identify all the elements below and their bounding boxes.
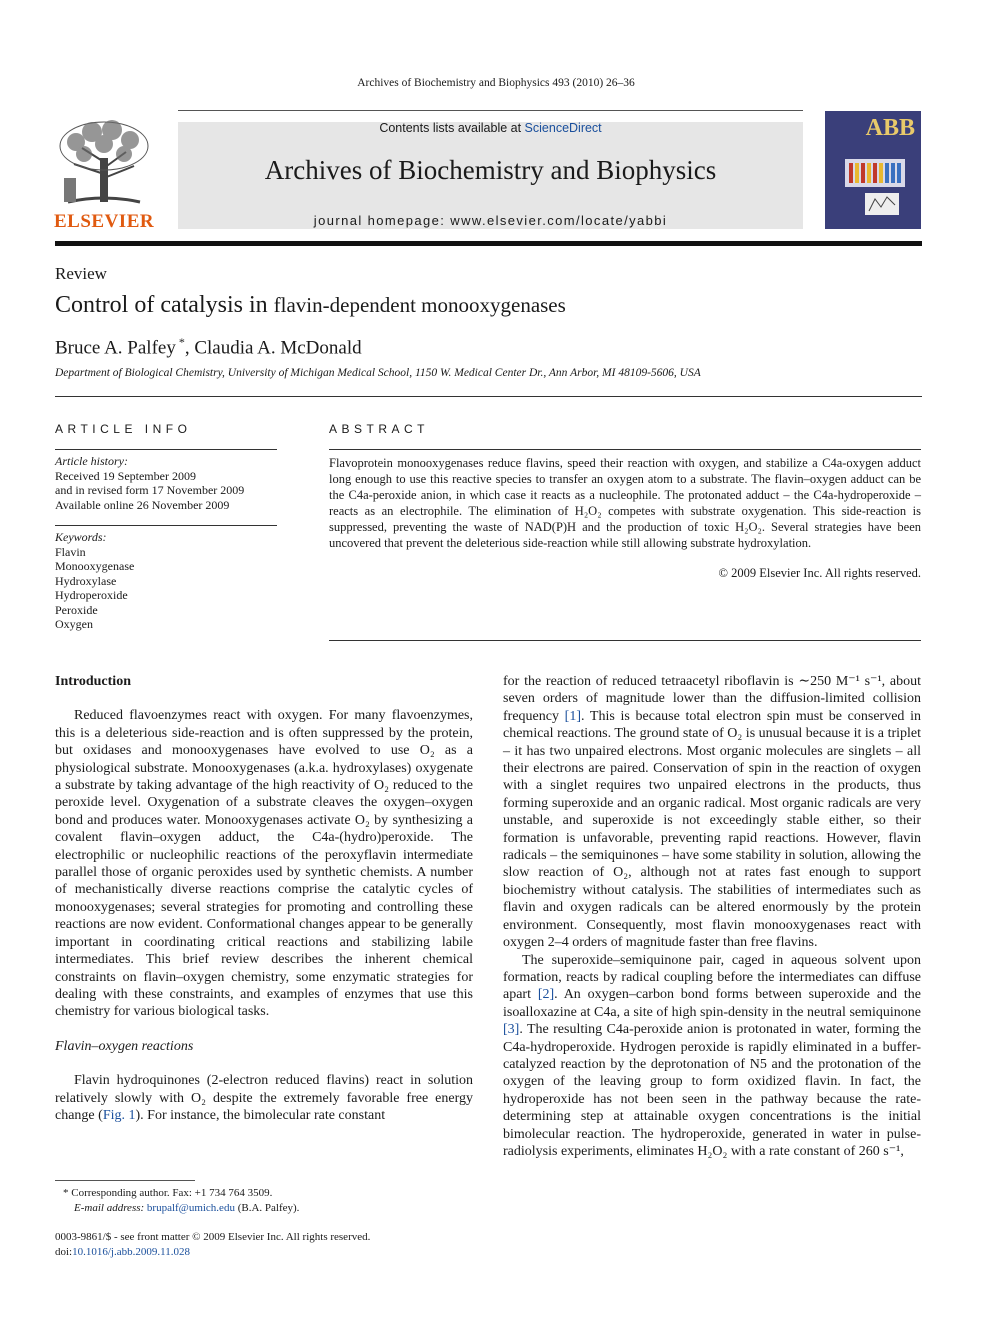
title-main: Control of catalysis in xyxy=(55,292,274,318)
introduction-heading: Introduction xyxy=(55,674,131,689)
keywords-block xyxy=(55,530,277,632)
keywords-rule xyxy=(55,525,277,526)
corresponding-author-note xyxy=(63,1186,473,1201)
sciencedirect-link[interactable]: ScienceDirect xyxy=(524,121,602,135)
header-thick-rule xyxy=(55,241,922,246)
abstract-rule xyxy=(329,449,921,450)
doi-line xyxy=(55,1245,555,1260)
issn-line: 0003-9861/$ - see front matter © 2009 Elsevier Inc. All rights reserved. xyxy=(55,1231,371,1243)
left-column xyxy=(55,673,473,1124)
elsevier-tree-logo xyxy=(54,118,154,226)
doi-link[interactable]: 10.1016/j.abb.2009.11.028 xyxy=(72,1245,190,1258)
ref-2-link[interactable]: [2] xyxy=(537,987,555,1003)
email-note xyxy=(63,1201,473,1216)
title-rest: flavin-dependent monooxygenases xyxy=(273,293,566,317)
article-title xyxy=(55,292,566,319)
right-column xyxy=(503,673,921,1160)
para-text: . The resulting C4a-peroxide anion is protonated in water, forming the C4a-hydroperoxide. Hydrogen peroxide is rapidly eliminated in a buffer-catalyzed reaction by the deprotonation of N5 and the protonation of the oxygen of the leaving group to form oxidized flavin. In fact, the hydroperoxide has not been seen in the pathway because the rate-determining step at attainable oxygen concentrations is the initial bimolecular reaction. The hydroperoxide, generated in water in pulse-radiolysis experiments, eliminates H₂O₂ with a rate constant of 260 s⁻¹, xyxy=(503,1022,921,1159)
journal-cover-thumbnail xyxy=(825,111,921,229)
ref-1-link[interactable]: [1] xyxy=(564,708,581,724)
keyword: Monooxygenase xyxy=(55,559,135,573)
keyword: Flavin xyxy=(55,544,86,559)
contents-prefix: Contents lists available at xyxy=(379,121,525,135)
contents-line xyxy=(178,121,803,135)
received-date: Received 19 September 2009 xyxy=(55,468,196,483)
page-footer xyxy=(55,1230,555,1259)
footnote xyxy=(63,1186,473,1215)
online-date: Available online 26 November 2009 xyxy=(55,497,230,512)
email-suffix: (B.A. Palfey). xyxy=(234,1201,300,1214)
author-separator: , xyxy=(184,337,195,359)
abstract-heading: ABSTRACT xyxy=(329,422,430,436)
para-text: for the reaction of reduced tetraacetyl riboflavin is ∼250 M⁻¹ s⁻¹, about seven orders of magnitude lower than the diffusion-limited collision frequency xyxy=(503,674,921,724)
article-info-heading: ARTICLE INFO xyxy=(55,422,192,436)
spin-paragraph xyxy=(503,673,921,952)
article-history xyxy=(55,454,277,512)
para-text: . An oxygen–carbon bond forms between superoxide and the isoalloxazine at C4a, a site of high spin-density in the neutral semiquinone xyxy=(503,987,921,1020)
keywords-label: Keywords: xyxy=(55,530,107,544)
revised-date: and in revised form 17 November 2009 xyxy=(55,483,245,497)
email-link[interactable]: brupalf@umich.edu xyxy=(146,1201,235,1214)
ref-3-link[interactable]: [3] xyxy=(503,1022,520,1038)
para-text: . This is because total electron spin must be conserved in chemical reactions. The ground state of O₂ is unusual because it is a triplet – it has two unpaired electrons. Most organic molecules are singlets – all their electrons are paired. Conservation of spin in the reaction of oxygen with a singlet requires two unpaired electrons in the products, thus forming superoxide and an organic radical. Most organic radicals are very unstable, and superoxide is not exceedingly stable either, so their formation is unfavorable, preventing rapid reactions. However, flavin radicals – the semiquinones – have some stability in solution, allowing the slow reaction of O₂, although not at rates fast enough to support biochemistry without catalysis. The stabilities of intermediates such as flavin and oxygen radicals can be altered enormously by the protein environment. Consequently, most flavin monooxygenases react with oxygen 2–4 orders of magnitude faster than free flavins. xyxy=(503,708,921,951)
abstract-text: Flavoprotein monooxygenases reduce flavins, speed their reaction with oxygen, and stabilize a C4a-oxygen adduct long enough to use this reactive species to transfer an oxygen atom to a substrate. The flavin–oxygen adduct can be the C4a-peroxide anion, in which case it reacts as a nucleophile. The protonated adduct – the C4a-hydroperoxide – reacts as an electrophile. The elimination of H₂O₂ competes with substrate oxygenation. This side-reaction is suppressed, preventing the waste of NAD(P)H and the production of toxic H₂O₂. Several strategies have been uncovered that prevent the deleterious side-reaction while still allowing substrate hydroxylation. xyxy=(329,456,921,550)
journal-name: Archives of Biochemistry and Biophysics xyxy=(264,155,717,185)
footnote-rule xyxy=(55,1180,195,1181)
email-label: E-mail address: xyxy=(74,1201,147,1214)
article-info-rule xyxy=(55,449,277,450)
author-palfey: Bruce A. Palfey xyxy=(55,337,176,359)
para-text: The superoxide–semiquinone pair, caged in aqueous solvent upon formation, reacts by radical coupling before the intermediates can diffuse apart xyxy=(503,952,921,1003)
flavin-oxygen-subheading: Flavin–oxygen reactions xyxy=(55,1038,194,1054)
superoxide-paragraph xyxy=(503,952,921,1161)
flavin-oxygen-paragraph xyxy=(55,1072,473,1124)
history-label: Article history: xyxy=(55,454,128,468)
header-rule xyxy=(178,110,803,111)
journal-citation: Archives of Biochemistry and Biophysics 493 (2010) 26–36 xyxy=(357,77,635,89)
author-list xyxy=(55,335,362,359)
para-text: Flavin hydroquinones (2-electron reduced flavins) react in solution relatively slowly with O₂ despite the extremely favorable free energy change ( xyxy=(55,1073,473,1123)
article-type: Review xyxy=(55,264,107,283)
journal-homepage[interactable]: journal homepage: www.elsevier.com/locate/yabbi xyxy=(313,213,668,228)
corresponding-text: Corresponding author. Fax: +1 734 764 3509. xyxy=(68,1187,273,1199)
abstract-copyright: © 2009 Elsevier Inc. All rights reserved. xyxy=(718,566,921,580)
affiliation: Department of Biological Chemistry, University of Michigan Medical School, 1150 W. Medical Center Dr., Ann Arbor, MI 48109-5606, USA xyxy=(55,367,701,379)
footnote-mark: * xyxy=(63,1187,69,1199)
author-mcdonald: Claudia A. McDonald xyxy=(194,337,362,359)
abstract-bottom-rule xyxy=(329,640,921,641)
title-rule xyxy=(55,396,922,397)
keyword: Oxygen xyxy=(55,617,93,631)
para-text: ). For instance, the bimolecular rate constant xyxy=(135,1107,386,1123)
intro-paragraph: Reduced flavoenzymes react with oxygen. For many flavoenzymes, this is a deleterious side-reaction and is often suppressed by the protein, but oxidases and monooxygenases have evolved to use O₂ as a physiological substrate. Monooxygenases (a.k.a. hydroxylases) oxygenate a substrate by taking advantage of the high reactivity of O₂ reduced to the peroxide level. Oxygenation of a substrate cleaves the oxygen–oxygen bond and produces water. Monooxygenases activate O₂ by synthesizing a covalent flavin–oxygen adduct, the C4a-(hydro)peroxide. The electrophilic or nucleophilic reactions of the peroxyflavin intermediate parallel those of organic peroxides used by synthetic chemists. A number of mechanistically diverse reactions comprise the catalytic cycles of monooxygenases; several strategies for promoting and controlling these reactions are now evident. Conformational changes appear to be generally important in coordinating critical reactions and stabilizing labile intermediates. This brief review describes the inherent chemical constraints on flavin–oxygen chemistry, some enzymatic strategies for dealing with these constraints, and examples of enzymes that use this chemistry for various biological tasks. xyxy=(55,708,473,1020)
keyword: Hydroperoxide xyxy=(55,588,128,602)
doi-label: doi: xyxy=(55,1245,73,1258)
cover-abbrev: ABB xyxy=(865,115,915,141)
keyword: Peroxide xyxy=(55,602,98,617)
corresponding-mark[interactable]: * xyxy=(175,335,185,349)
publisher-name: ELSEVIER xyxy=(54,211,155,232)
fig1-link[interactable]: Fig. 1 xyxy=(102,1107,136,1123)
keyword: Hydroxylase xyxy=(55,573,117,588)
